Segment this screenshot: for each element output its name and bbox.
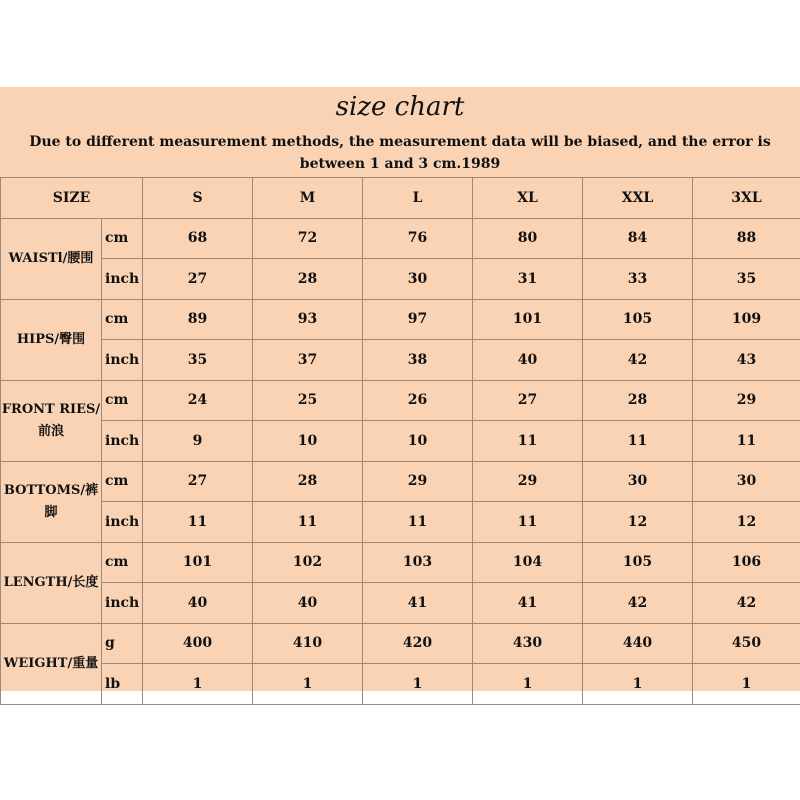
table-row	[1, 340, 800, 381]
table-row	[1, 299, 800, 340]
size-column-header: XL	[473, 178, 583, 219]
value-cell: 30	[363, 259, 473, 300]
value-cell: 37	[253, 340, 363, 381]
value-cell: 104	[473, 542, 583, 583]
unit-label: lb	[102, 664, 143, 705]
measurement-name: WAISTl/腰围	[1, 218, 102, 299]
size-column-header: 3XL	[693, 178, 800, 219]
unit-label: cm	[102, 380, 143, 421]
value-cell: 93	[253, 299, 363, 340]
value-cell: 11	[143, 502, 253, 543]
value-cell: 35	[693, 259, 800, 300]
value-cell: 27	[473, 380, 583, 421]
value-cell: 25	[253, 380, 363, 421]
size-column-header: S	[143, 178, 253, 219]
value-cell: 101	[143, 542, 253, 583]
table-body	[1, 178, 800, 705]
value-cell: 29	[693, 380, 800, 421]
measurement-name: LENGTH/长度	[1, 542, 102, 623]
value-cell: 440	[583, 623, 693, 664]
unit-label: cm	[102, 542, 143, 583]
measurement-name: FRONT RIES/前浪	[1, 380, 102, 461]
table-row	[1, 461, 800, 502]
size-column-header: M	[253, 178, 363, 219]
value-cell: 84	[583, 218, 693, 259]
unit-label: inch	[102, 421, 143, 462]
unit-label: inch	[102, 259, 143, 300]
value-cell: 40	[253, 583, 363, 624]
value-cell: 430	[473, 623, 583, 664]
value-cell: 30	[693, 461, 800, 502]
value-cell: 29	[363, 461, 473, 502]
value-cell: 97	[363, 299, 473, 340]
value-cell: 410	[253, 623, 363, 664]
unit-label: inch	[102, 502, 143, 543]
value-cell: 11	[253, 502, 363, 543]
value-cell: 72	[253, 218, 363, 259]
measurement-name: HIPS/臀围	[1, 299, 102, 380]
value-cell: 29	[473, 461, 583, 502]
unit-label: cm	[102, 218, 143, 259]
unit-label: cm	[102, 461, 143, 502]
value-cell: 106	[693, 542, 800, 583]
value-cell: 28	[253, 259, 363, 300]
value-cell: 24	[143, 380, 253, 421]
value-cell: 76	[363, 218, 473, 259]
value-cell: 42	[693, 583, 800, 624]
value-cell: 41	[473, 583, 583, 624]
value-cell: 103	[363, 542, 473, 583]
table-row	[1, 218, 800, 259]
value-cell: 11	[473, 502, 583, 543]
measurement-name: WEIGHT/重量	[1, 623, 102, 704]
value-cell: 38	[363, 340, 473, 381]
table-row	[1, 421, 800, 462]
value-cell: 40	[143, 583, 253, 624]
value-cell: 68	[143, 218, 253, 259]
value-cell: 109	[693, 299, 800, 340]
size-table	[0, 177, 800, 705]
value-cell: 102	[253, 542, 363, 583]
value-cell: 1	[583, 664, 693, 705]
value-cell: 11	[583, 421, 693, 462]
value-cell: 420	[363, 623, 473, 664]
value-cell: 88	[693, 218, 800, 259]
value-cell: 11	[363, 502, 473, 543]
value-cell: 27	[143, 259, 253, 300]
value-cell: 1	[363, 664, 473, 705]
value-cell: 80	[473, 218, 583, 259]
value-cell: 12	[693, 502, 800, 543]
chart-title: size chart	[335, 92, 465, 122]
size-chart	[0, 87, 800, 691]
unit-label: inch	[102, 583, 143, 624]
value-cell: 11	[473, 421, 583, 462]
header-row	[1, 178, 800, 219]
value-cell: 31	[473, 259, 583, 300]
value-cell: 11	[693, 421, 800, 462]
measurement-name: BOTTOMS/裤脚	[1, 461, 102, 542]
value-cell: 10	[363, 421, 473, 462]
value-cell: 1	[253, 664, 363, 705]
table-row	[1, 583, 800, 624]
value-cell: 101	[473, 299, 583, 340]
value-cell: 89	[143, 299, 253, 340]
value-cell: 28	[583, 380, 693, 421]
value-cell: 1	[143, 664, 253, 705]
value-cell: 27	[143, 461, 253, 502]
value-cell: 1	[473, 664, 583, 705]
size-column-header: L	[363, 178, 473, 219]
value-cell: 33	[583, 259, 693, 300]
unit-label: cm	[102, 299, 143, 340]
value-cell: 400	[143, 623, 253, 664]
value-cell: 10	[253, 421, 363, 462]
value-cell: 28	[253, 461, 363, 502]
value-cell: 40	[473, 340, 583, 381]
value-cell: 30	[583, 461, 693, 502]
value-cell: 26	[363, 380, 473, 421]
value-cell: 1	[693, 664, 800, 705]
table-row	[1, 380, 800, 421]
table-row	[1, 502, 800, 543]
table-row	[1, 259, 800, 300]
unit-label: inch	[102, 340, 143, 381]
table-row	[1, 542, 800, 583]
value-cell: 42	[583, 340, 693, 381]
value-cell: 35	[143, 340, 253, 381]
value-cell: 105	[583, 299, 693, 340]
value-cell: 43	[693, 340, 800, 381]
value-cell: 41	[363, 583, 473, 624]
value-cell: 12	[583, 502, 693, 543]
value-cell: 42	[583, 583, 693, 624]
value-cell: 450	[693, 623, 800, 664]
size-column-header: XXL	[583, 178, 693, 219]
table-row	[1, 623, 800, 664]
table-row	[1, 664, 800, 705]
measurement-note: Due to different measurement methods, the measurement data will be biased, and the error is between 1 and 3 cm.1989	[29, 134, 771, 172]
size-header: SIZE	[1, 178, 143, 219]
value-cell: 105	[583, 542, 693, 583]
value-cell: 9	[143, 421, 253, 462]
unit-label: g	[102, 623, 143, 664]
